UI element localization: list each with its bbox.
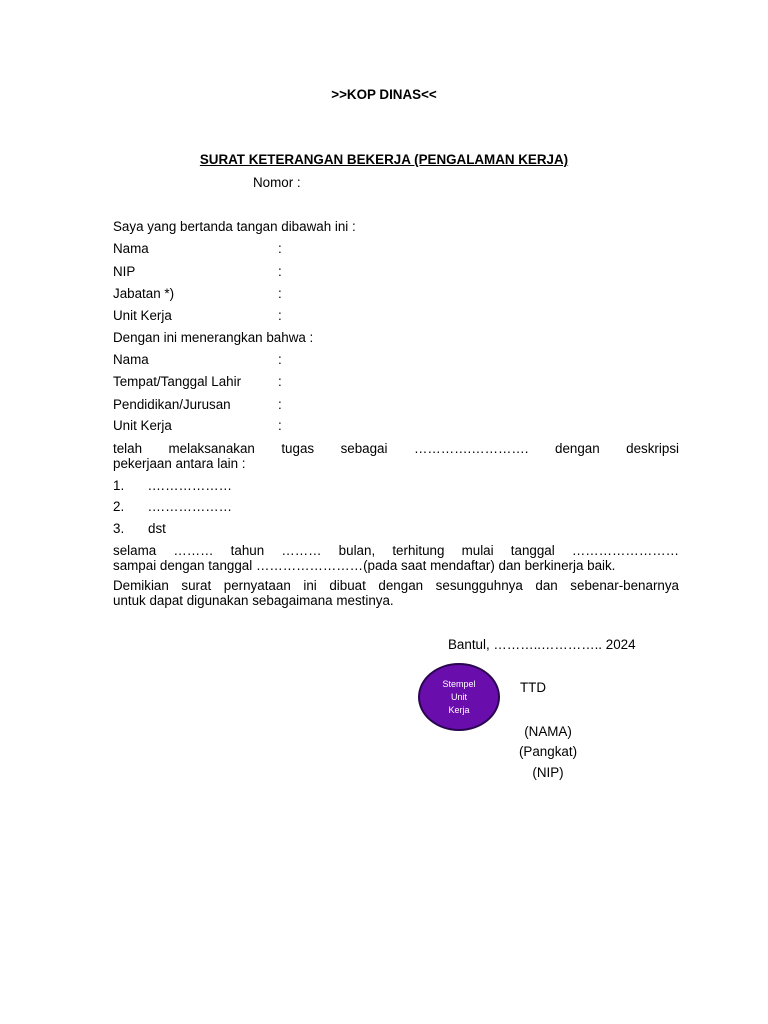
list-number-1: 1.: [113, 478, 125, 493]
tasks-paragraph: [113, 441, 679, 471]
subject-education-colon: :: [278, 397, 282, 412]
statement-text: Dengan ini menerangkan bahwa :: [113, 330, 314, 345]
list-item-1: .………………: [148, 478, 233, 493]
list-number-2: 2.: [113, 499, 125, 514]
subject-birth-colon: :: [278, 374, 282, 389]
duration-line-2: sampai dengan tanggal ……………………(pada saat mendaftar) dan berkinerja baik.: [113, 558, 616, 573]
document-title: SURAT KETERANGAN BEKERJA (PENGALAMAN KERJA): [199, 152, 569, 167]
intro-text: Saya yang bertanda tangan dibawah ini :: [113, 219, 356, 234]
signer-unit-label: Unit Kerja: [113, 308, 172, 323]
tasks-line-1: telah melaksanakan tugas sebagai ………….…………. dengan deskripsi: [113, 441, 679, 456]
duration-paragraph: [113, 543, 679, 573]
list-number-3: 3.: [113, 521, 125, 536]
signer-position-label: Jabatan *): [113, 286, 175, 301]
stamp-line-2: Unit: [450, 691, 467, 702]
document-number-label: Nomor :: [253, 175, 301, 190]
signer-name-colon: :: [278, 241, 282, 256]
signer-unit-colon: :: [278, 308, 282, 323]
closing-line-2: untuk dapat digunakan sebagaimana mestinya.: [113, 593, 394, 608]
stamp-line-3: Kerja: [448, 704, 470, 715]
closing-paragraph: [113, 578, 679, 608]
signer-name-label: Nama: [113, 241, 149, 256]
closing-line-1: Demikian surat pernyataan ini dibuat dengan sesungguhnya dan sebenar-benarnya: [113, 578, 679, 593]
subject-unit-colon: :: [278, 418, 282, 433]
signer-nip-label: NIP: [113, 264, 136, 279]
signer-nip-colon: :: [278, 264, 282, 279]
list-item-3: dst: [148, 521, 166, 536]
signer-rank-placeholder: (Pangkat): [518, 744, 578, 759]
signature-ttd: TTD: [520, 680, 547, 695]
subject-education-label: Pendidikan/Jurusan: [113, 397, 231, 412]
stamp-seal: [418, 663, 500, 731]
signer-name-placeholder: (NAMA): [524, 724, 572, 739]
subject-name-colon: :: [278, 352, 282, 367]
place-date: Bantul, ………..………….. 2024: [448, 637, 636, 652]
signer-nip-placeholder: (NIP): [532, 765, 564, 780]
signer-position-colon: :: [278, 286, 282, 301]
list-item-2: .………………: [148, 499, 233, 514]
subject-name-label: Nama: [113, 352, 149, 367]
tasks-line-2: pekerjaan antara lain :: [113, 456, 246, 471]
kop-dinas-header: >>KOP DINAS<<: [331, 87, 437, 102]
subject-unit-label: Unit Kerja: [113, 418, 172, 433]
duration-line-1: selama ……… tahun ……… bulan, terhitung mulai tanggal ……………………: [113, 543, 679, 558]
subject-birth-label: Tempat/Tanggal Lahir: [113, 374, 242, 389]
stamp-line-1: Stempel: [442, 678, 476, 689]
